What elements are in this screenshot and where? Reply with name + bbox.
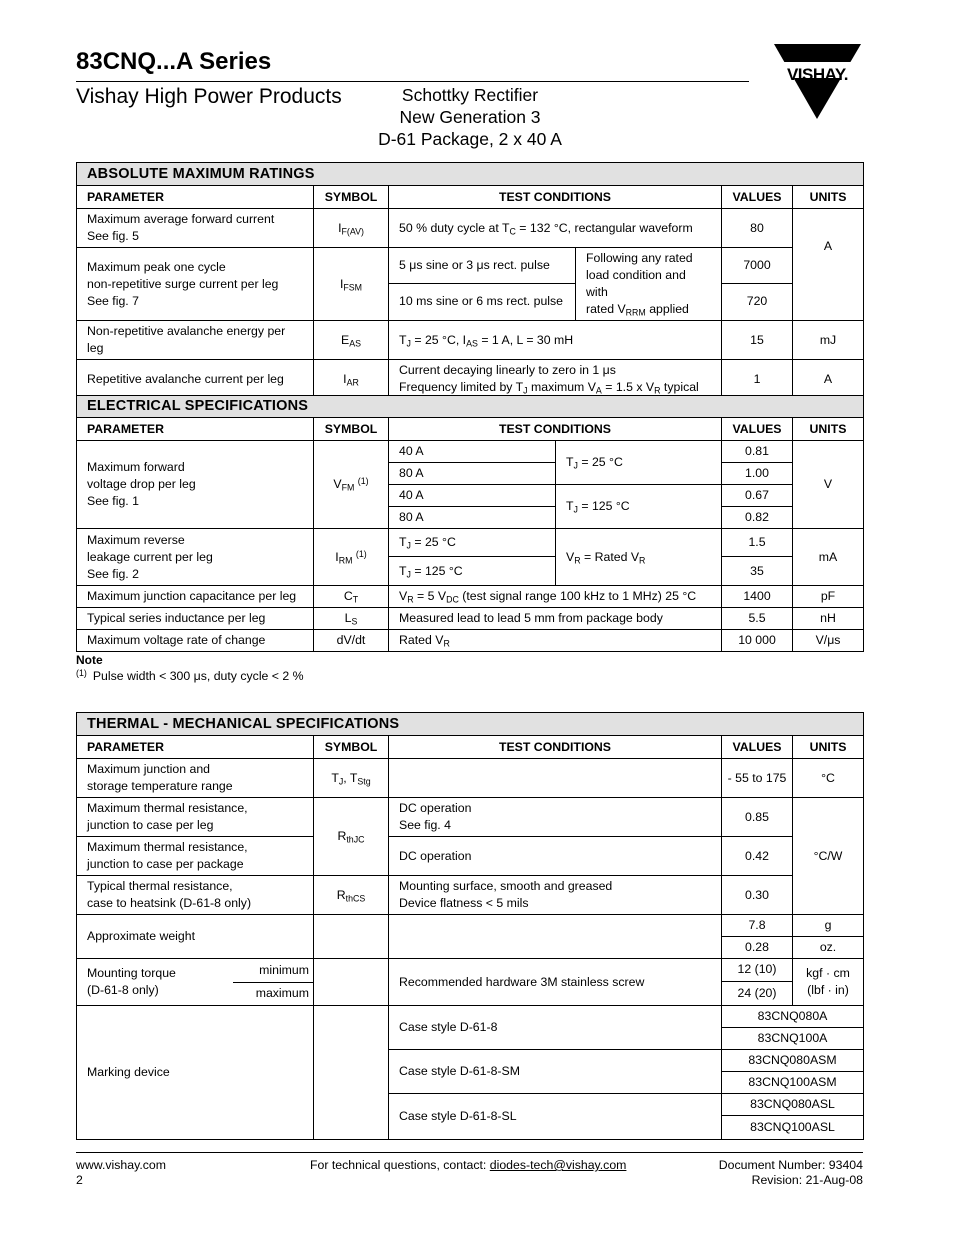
unit-cell: nH (793, 608, 864, 630)
marking-cell: 83CNQ100A (722, 1028, 864, 1050)
parameter-cell: Maximum peak one cycle non-repetitive surge current per leg See fig. 7 (77, 248, 314, 321)
condition-cell: Rated $V_R$ (389, 630, 722, 652)
condition-cell: Current decaying linearly to zero in 1 μs Frequency limited by $T_J$ maximum $V_A = 1.5$ x $V_R$ typical (389, 360, 722, 399)
value-cell: 1.00 (722, 463, 793, 485)
description-line: New Generation 3 (399, 107, 541, 127)
value-cell: 0.42 (722, 837, 793, 876)
condition-cell: Case style D-61-8-SL (389, 1094, 722, 1140)
torque-maximum-label: maximum (255, 986, 309, 1001)
table-row (77, 608, 864, 630)
parameter-cell: Mounting torque (D-61-8 only) minimum maximum (77, 959, 314, 1006)
value-cell: 15 (722, 321, 793, 360)
value-cell: 1 (722, 360, 793, 399)
symbol-cell: $C_T$ (314, 586, 389, 608)
condition-cell: 80 A (389, 507, 556, 529)
value-cell: 5.5 (722, 608, 793, 630)
condition-cell: $T_J = 125$ °C (556, 485, 722, 529)
parameter-cell: Maximum thermal resistance, junction to case per leg (77, 798, 314, 837)
value-cell: 7.8 (722, 915, 793, 937)
parameter-cell: Approximate weight (77, 915, 314, 959)
marking-cell: 83CNQ080ASL (722, 1094, 864, 1116)
note-heading: Note (76, 653, 103, 667)
column-header-parameter: PARAMETER (77, 186, 314, 209)
table-row (77, 915, 864, 937)
unit-cell: g (793, 915, 864, 937)
table-row (77, 759, 864, 798)
unit-cell: °C/W (793, 798, 864, 915)
description-line: D-61 Package, 2 x 40 A (378, 129, 562, 149)
marking-cell: 83CNQ100ASM (722, 1072, 864, 1094)
condition-cell: $T_J = 25$ °C (389, 529, 556, 557)
symbol-cell: $R_{thJC}$ (314, 798, 389, 876)
table-row (77, 586, 864, 608)
symbol-cell: $I_{FSM}$ (314, 248, 389, 321)
table-row (77, 837, 864, 876)
symbol-cell: $V_{FM}$ $^{(1)}$ (314, 441, 389, 529)
parameter-cell: Maximum average forward current See fig. 5 (77, 209, 314, 248)
symbol-cell: $R_{thCS}$ (314, 876, 389, 915)
page-number: 2 (76, 1173, 83, 1187)
symbol-cell (314, 915, 389, 959)
marking-cell: 83CNQ080A (722, 1006, 864, 1028)
thermal-mechanical-specifications-table (76, 712, 864, 1140)
condition-cell: $T_J = 125$ °C (389, 557, 556, 586)
table-title: ABSOLUTE MAXIMUM RATINGS (77, 163, 864, 186)
column-header-test-conditions: TEST CONDITIONS (389, 418, 722, 441)
parameter-cell: Non-repetitive avalanche energy per leg (77, 321, 314, 360)
torque-minimum-label: minimum (233, 959, 313, 983)
footer-rule (76, 1152, 863, 1153)
value-cell: 10 000 (722, 630, 793, 652)
unit-cell: A (793, 360, 864, 399)
unit-cell: V (793, 441, 864, 529)
table-title: THERMAL - MECHANICAL SPECIFICATIONS (77, 713, 864, 736)
footer-right (719, 1158, 863, 1188)
revision-date: Revision: 21-Aug-08 (751, 1173, 863, 1187)
unit-cell: V/μs (793, 630, 864, 652)
column-header-parameter: PARAMETER (77, 736, 314, 759)
table-row (77, 630, 864, 652)
condition-cell: Case style D-61-8 (389, 1006, 722, 1050)
condition-cell: Measured lead to lead 5 mm from package body (389, 608, 722, 630)
column-header-symbol: SYMBOL (314, 186, 389, 209)
unit-cell: A (793, 209, 864, 321)
table-title: ELECTRICAL SPECIFICATIONS (77, 396, 864, 418)
table-row (77, 529, 864, 557)
column-header-symbol: SYMBOL (314, 736, 389, 759)
marking-cell: 83CNQ100ASL (722, 1116, 864, 1140)
condition-cell: $V_R$ = Rated $V_R$ (556, 529, 722, 586)
value-cell: - 55 to 175 (722, 759, 793, 798)
condition-cell: 5 μs sine or 3 μs rect. pulse (389, 248, 576, 284)
table-row (77, 209, 864, 248)
value-cell: 1.5 (722, 529, 793, 557)
value-cell: 35 (722, 557, 793, 586)
column-header-units: UNITS (793, 186, 864, 209)
parameter-cell: Maximum forward voltage drop per leg See fig. 1 (77, 441, 314, 529)
value-cell: 12 (10) (722, 959, 793, 982)
condition-cell (389, 915, 722, 959)
table-row (77, 248, 864, 284)
table-row (77, 876, 864, 915)
parameter-cell: Marking device (77, 1006, 314, 1140)
condition-cell: 40 A (389, 441, 556, 463)
condition-note-cell: Following any rated load condition and with rated $V_{RRM}$ applied (576, 248, 722, 321)
parameter-cell: Maximum thermal resistance, junction to case per package (77, 837, 314, 876)
table-row (77, 360, 864, 399)
footer-contact (310, 1158, 626, 1173)
value-cell: 720 (722, 283, 793, 320)
condition-cell: $V_R = 5$ $V_{DC}$ (test signal range 100 kHz to 1 MHz) 25 °C (389, 586, 722, 608)
column-header-units: UNITS (793, 418, 864, 441)
parameter-cell: Maximum reverse leakage current per leg See fig. 2 (77, 529, 314, 586)
parameter-cell: Repetitive avalanche current per leg (77, 360, 314, 399)
electrical-specifications-table (76, 395, 864, 652)
column-header-test-conditions: TEST CONDITIONS (389, 736, 722, 759)
value-cell: 24 (20) (722, 981, 793, 1005)
logo-text: VISHAY. (786, 65, 849, 84)
condition-cell: 50 % duty cycle at $T_C = 132$ °C, rectangular waveform (389, 209, 722, 248)
note-text: $^{(1)}$ Pulse width < 300 μs, duty cycle < 2 % (76, 668, 304, 683)
condition-cell: Recommended hardware 3M stainless screw (389, 959, 722, 1006)
contact-label: For technical questions, contact: (310, 1158, 490, 1172)
condition-cell: 10 ms sine or 6 ms rect. pulse (389, 283, 576, 320)
value-cell: 0.28 (722, 937, 793, 959)
value-cell: 7000 (722, 248, 793, 284)
symbol-cell: $L_S$ (314, 608, 389, 630)
symbol-cell: $I_{F(AV)}$ (314, 209, 389, 248)
product-description (360, 84, 580, 150)
column-header-parameter: PARAMETER (77, 418, 314, 441)
website-link[interactable]: www.vishay.com (76, 1158, 166, 1172)
unit-cell: mA (793, 529, 864, 586)
description-line: Schottky Rectifier (401, 85, 539, 105)
value-cell: 0.30 (722, 876, 793, 915)
contact-email-link[interactable]: diodes-tech@vishay.com (489, 1158, 627, 1172)
symbol-cell (314, 959, 389, 1006)
unit-cell: pF (793, 586, 864, 608)
condition-cell: Case style D-61-8-SM (389, 1050, 722, 1094)
unit-cell: kgf · cm (lbf · in) (793, 959, 864, 1006)
table-row (77, 441, 864, 463)
parameter-cell: Maximum voltage rate of change (77, 630, 314, 652)
absolute-maximum-ratings-table (76, 162, 864, 399)
column-header-values: VALUES (722, 418, 793, 441)
parameter-cell: Typical series inductance per leg (77, 608, 314, 630)
division-name: Vishay High Power Products (76, 85, 342, 108)
value-cell: 0.81 (722, 441, 793, 463)
condition-cell: $T_J = 25$ °C, $I_{AS} = 1$ A, L = 30 mH (389, 321, 722, 360)
vishay-logo (770, 42, 865, 122)
symbol-cell (314, 1006, 389, 1140)
value-cell: 1400 (722, 586, 793, 608)
symbol-cell: $I_{RM}$ $^{(1)}$ (314, 529, 389, 586)
document-number: Document Number: 93404 (718, 1158, 863, 1172)
document-series-title: 83CNQ...A Series (76, 48, 272, 75)
table-row (77, 321, 864, 360)
condition-cell: DC operation See fig. 4 (389, 798, 722, 837)
column-header-test-conditions: TEST CONDITIONS (389, 186, 722, 209)
column-header-units: UNITS (793, 736, 864, 759)
column-header-values: VALUES (722, 736, 793, 759)
symbol-cell: $T_J$, $T_{Stg}$ (314, 759, 389, 798)
condition-cell: $T_J = 25$ °C (556, 441, 722, 485)
unit-cell: mJ (793, 321, 864, 360)
parameter-cell: Maximum junction and storage temperature range (77, 759, 314, 798)
table-row (77, 959, 864, 982)
footer-left (76, 1158, 166, 1188)
symbol-cell: $E_{AS}$ (314, 321, 389, 360)
condition-cell: Mounting surface, smooth and greased Device flatness < 5 mils (389, 876, 722, 915)
condition-cell: 80 A (389, 463, 556, 485)
condition-cell (389, 759, 722, 798)
marking-cell: 83CNQ080ASM (722, 1050, 864, 1072)
value-cell: 0.67 (722, 485, 793, 507)
condition-cell: 40 A (389, 485, 556, 507)
column-header-values: VALUES (722, 186, 793, 209)
symbol-cell: $I_{AR}$ (314, 360, 389, 399)
value-cell: 80 (722, 209, 793, 248)
header-rule (76, 81, 749, 82)
value-cell: 0.85 (722, 798, 793, 837)
column-header-symbol: SYMBOL (314, 418, 389, 441)
unit-cell: oz. (793, 937, 864, 959)
condition-cell: DC operation (389, 837, 722, 876)
unit-cell: °C (793, 759, 864, 798)
value-cell: 0.82 (722, 507, 793, 529)
table-row (77, 1006, 864, 1028)
table-row (77, 798, 864, 837)
parameter-cell: Maximum junction capacitance per leg (77, 586, 314, 608)
symbol-cell: dV/dt (314, 630, 389, 652)
parameter-cell: Typical thermal resistance, case to heatsink (D-61-8 only) (77, 876, 314, 915)
